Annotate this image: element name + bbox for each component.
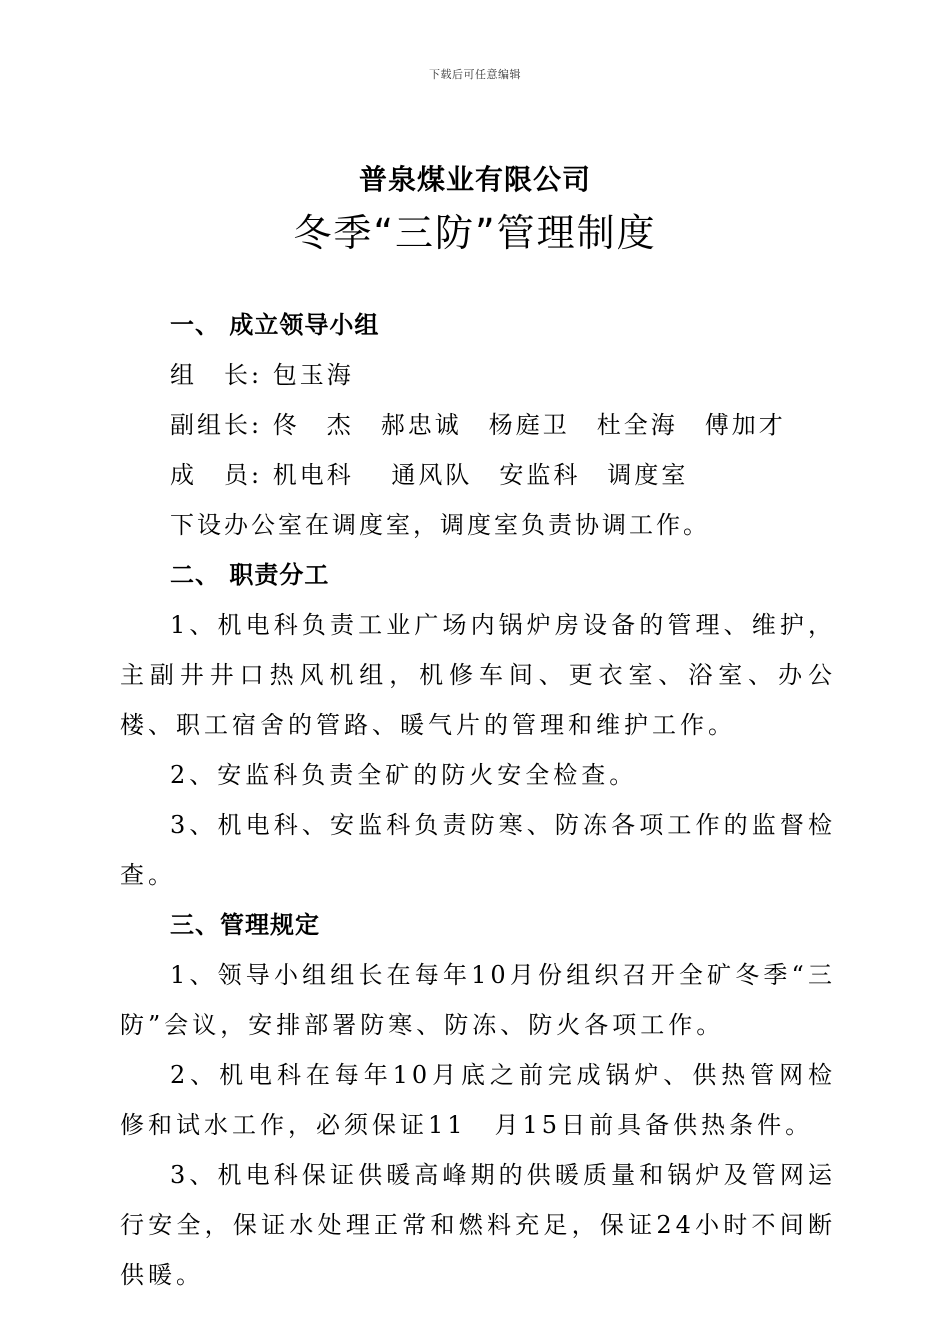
duty-item: 1、机电科负责工业广场内锅炉房设备的管理、维护，主副井井口热风机组，机修车间、更衣室、浴室、办公楼、职工宿舍的管路、暖气片的管理和维护工作。: [120, 611, 836, 739]
office-line: 下设办公室在调度室，调度室负责协调工作。: [170, 511, 710, 539]
section-heading-rules: 三、管理规定: [170, 911, 320, 939]
members-line: 成 员: 机电科 通风队 安监科 调度室: [170, 461, 689, 489]
document-body: [120, 300, 836, 1300]
header-note: 下载后可任意编辑: [429, 68, 521, 81]
company-name: 普泉煤业有限公司: [358, 163, 591, 196]
duty-item: 2、安监科负责全矿的防火安全检查。: [170, 761, 638, 789]
deputy-line: 副组长: 佟 杰 郝忠诚 杨庭卫 杜全海 傅加才: [170, 411, 786, 439]
section-heading-leadership: 一、 成立领导小组: [170, 311, 380, 339]
rule-item: 1、领导小组组长在每年10月份组织召开全矿冬季“三防”会议，安排部署防寒、防冻、防火各项工作。: [120, 961, 836, 1039]
rule-item: 2、机电科在每年10月底之前完成锅炉、供热管网检修和试水工作，必须保证11 月15日前具备供热条件。: [120, 1061, 836, 1139]
document-title: 冬季“三防”管理制度: [293, 211, 657, 255]
duty-item: 3、机电科、安监科负责防寒、防冻各项工作的监督检查。: [120, 811, 836, 889]
section-heading-duties: 二、 职责分工: [170, 561, 330, 589]
rule-item: 3、机电科保证供暖高峰期的供暖质量和锅炉及管网运行安全，保证水处理正常和燃料充足，保证24小时不间断供暖。: [120, 1161, 836, 1289]
leader-line: 组 长: 包玉海: [170, 361, 354, 389]
